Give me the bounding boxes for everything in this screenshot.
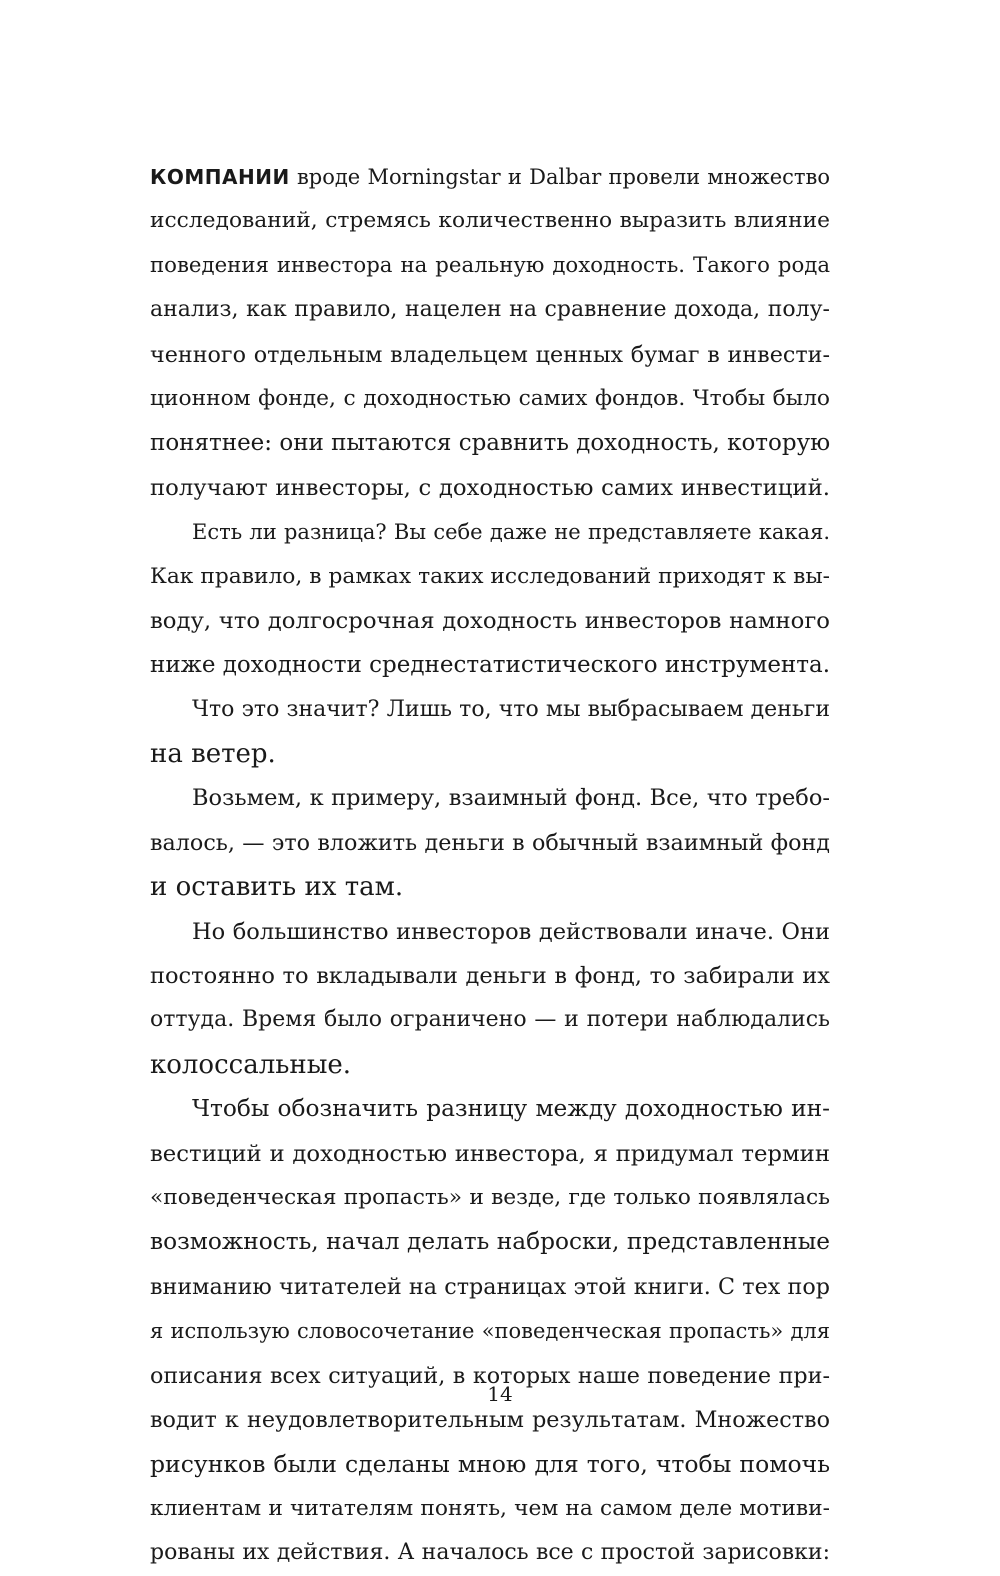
text-line: постоянно то вкладывали деньги в фонд, то забирали их [150, 963, 830, 990]
text-line: Чтобы обозначить разницу между доходностью ин- [192, 1095, 830, 1123]
text-line: вестиций и доходностью инвестора, я придумал термин [150, 1140, 830, 1167]
text-line: Как правило, в рамках таких исследований приходят к вы- [150, 563, 830, 589]
text-line: вниманию читателей на страницах этой книги. С тех пор [150, 1273, 830, 1300]
text-line: поведения инвестора на реальную доходность. Такого рода [150, 252, 830, 278]
text-line: и оставить их там. [150, 872, 404, 903]
line-text: вроде Morningstar и Dalbar провели множество [289, 165, 830, 189]
text-line: описания всех ситуаций, в которых наше поведение при- [150, 1362, 830, 1389]
text-line: рованы их действия. А началось все с простой зарисовки: [150, 1540, 830, 1566]
text-line: понятнее: они пытаются сравнить доходность, которую [150, 430, 831, 457]
text-line: Возьмем, к примеру, взаимный фонд. Все, что требо- [192, 785, 830, 812]
text-line: возможность, начал делать наброски, представленные [150, 1228, 830, 1256]
text-line [150, 155, 830, 199]
text-line: рисунков были сделаны мною для того, чтобы помочь [150, 1450, 830, 1479]
text-line: Что это значит? Лишь то, что мы выбрасываем деньги [192, 696, 830, 722]
text-line: на ветер. [150, 739, 276, 770]
text-line: я использую словосочетание «поведенческая пропасть» для [150, 1319, 830, 1344]
text-line: ционном фонде, с доходностью самих фондов. Чтобы было [150, 385, 830, 411]
lead-word: КОМПАНИИ [150, 165, 290, 189]
text-line: водит к неудовлетворительным результатам. Множество [150, 1406, 830, 1433]
text-line: ченного отдельным владельцем ценных бумаг в инвести- [150, 341, 830, 368]
text-line: оттуда. Время было ограничено — и потери наблюдались [150, 1007, 830, 1033]
text-line: Но большинство инвесторов действовали иначе. Они [192, 918, 830, 945]
text-line: анализ, как правило, нацелен на сравнение дохода, полу- [150, 297, 830, 323]
text-line: Есть ли разница? Вы себе даже не представляете какая. [192, 520, 830, 545]
page-body [150, 155, 830, 1576]
text-line: исследований, стремясь количественно выразить влияние [150, 208, 830, 234]
page-number: 14 [487, 1382, 513, 1406]
text-line: колоссальные. [150, 1049, 352, 1080]
text-line: клиентам и читателям понять, чем на самом деле мотиви- [150, 1495, 830, 1521]
text-line: получают инвесторы, с доходностью самих инвестиций. [150, 474, 830, 501]
text-line: валось, — это вложить деньги в обычный взаимный фонд [150, 829, 830, 856]
text-line: воду, что долгосрочная доходность инвесторов намного [150, 607, 830, 634]
text-line: «поведенческая пропасть» и везде, где только появлялась [150, 1184, 830, 1210]
text-line: ниже доходности среднестатистического инструмента. [150, 652, 831, 679]
